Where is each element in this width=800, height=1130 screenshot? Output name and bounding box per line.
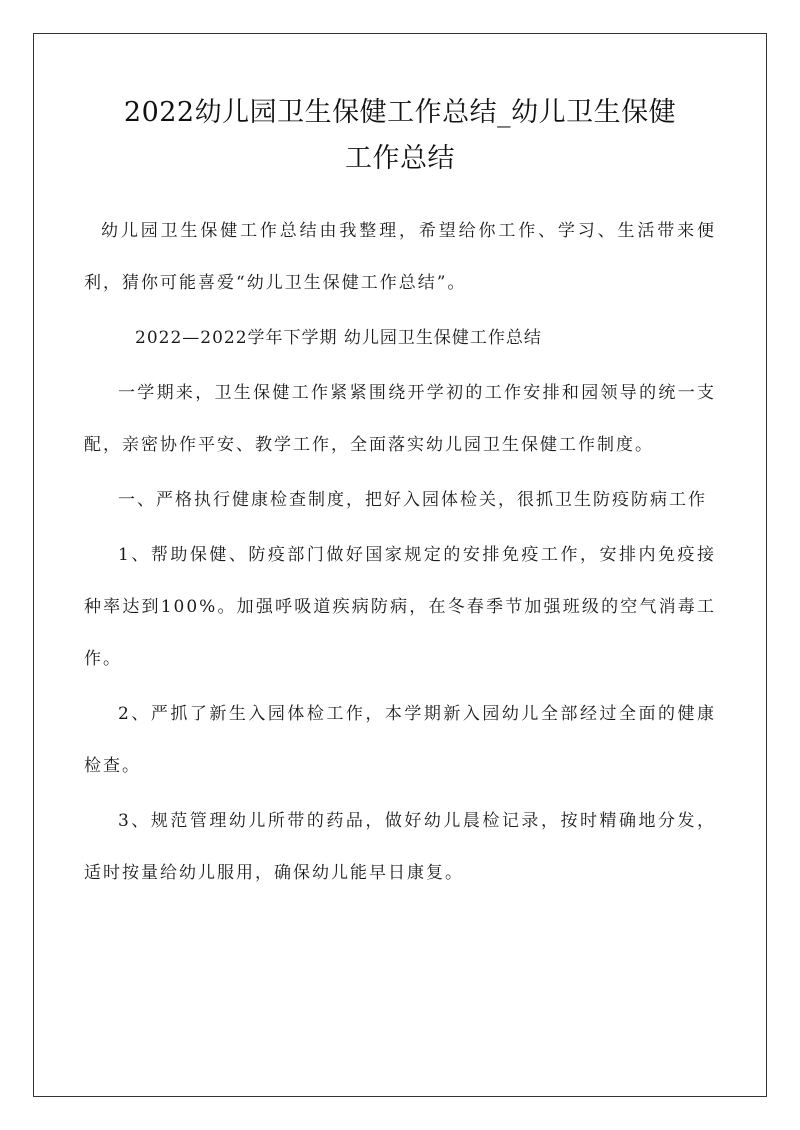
document-body <box>84 205 716 902</box>
title-line-1: 2022幼儿园卫生保健工作总结_幼儿卫生保健 <box>123 97 677 128</box>
section-heading: 2022—2022学年下学期 幼儿园卫生保健工作总结 <box>135 328 542 348</box>
item-1-paragraph: 1、帮助保健、防疫部门做好国家规定的安排免疫工作，安排内免疫接种率达到100%。加强呼吸道疾病防病，在冬春季节加强班级的空气消毒工作。 <box>84 545 716 669</box>
summary-paragraph: 一学期来，卫生保健工作紧紧围绕开学初的工作安排和园领导的统一支配，亲密协作平安、教学工作，全面落实幼儿园卫生保健工作制度。 <box>84 383 716 455</box>
section-one-heading: 一、严格执行健康检查制度，把好入园体检关，很抓卫生防疫防病工作 <box>118 490 707 510</box>
item-2-paragraph: 2、严抓了新生入园体检工作，本学期新入园幼儿全部经过全面的健康检查。 <box>84 704 716 776</box>
title-line-2: 工作总结 <box>345 143 455 174</box>
intro-paragraph: 幼儿园卫生保健工作总结由我整理，希望给你工作、学习、生活带来便利，猜你可能喜爱“幼儿卫生保健工作总结”。 <box>84 221 716 293</box>
document-title <box>60 90 740 182</box>
item-3-paragraph: 3、规范管理幼儿所带的药品，做好幼儿晨检记录，按时精确地分发，适时按量给幼儿服用，确保幼儿能早日康复。 <box>84 811 716 883</box>
